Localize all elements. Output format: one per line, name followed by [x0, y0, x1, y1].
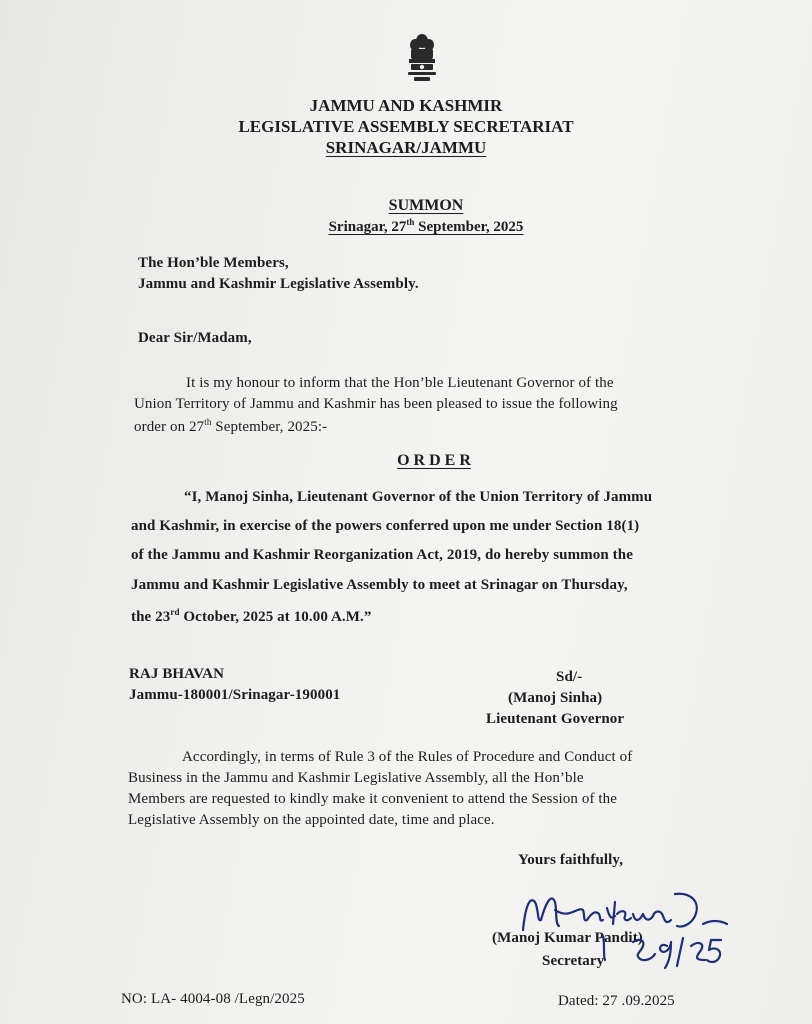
raj-bhavan-line-1: RAJ BHAVAN — [129, 666, 225, 682]
header-line-2: LEGISLATIVE ASSEMBLY SECRETARIAT — [238, 117, 574, 136]
governor-sd: Sd/- — [556, 669, 583, 685]
closing-line-2: Business in the Jammu and Kashmir Legislative Assembly, all the Hon’ble — [128, 770, 584, 786]
addressee-line-2: Jammu and Kashmir Legislative Assembly. — [138, 276, 419, 292]
secretary-designation: Secretary — [542, 953, 605, 969]
closing-line-3: Members are requested to kindly make it convenient to attend the Session of the — [128, 791, 618, 807]
header-line-3: SRINAGAR/JAMMU — [325, 138, 487, 157]
order-line-4: Jammu and Kashmir Legislative Assembly to meet at Srinagar on Thursday, — [131, 577, 628, 593]
order-line-3: of the Jammu and Kashmir Reorganization Act, 2019, do hereby summon the — [131, 547, 633, 563]
salutation: Dear Sir/Madam, — [138, 330, 252, 346]
closing-line-1: Accordingly, in terms of Rule 3 of the Rules of Procedure and Conduct of — [182, 749, 633, 765]
order-line-5: the 23rd October, 2025 at 10.00 A.M.” — [131, 607, 372, 625]
intro-line-3: order on 27th September, 2025:- — [134, 417, 328, 435]
governor-name: (Manoj Sinha) — [508, 690, 603, 706]
order-line-2: and Kashmir, in exercise of the powers conferred upon me under Section 18(1) — [131, 518, 640, 534]
national-emblem-icon — [405, 32, 439, 84]
summon-title: SUMMON — [388, 197, 464, 214]
header-line-1: JAMMU AND KASHMIR — [309, 96, 503, 115]
intro-line-1: It is my honour to inform that the Hon’ble Lieutenant Governor of the — [186, 375, 614, 391]
reference-number: NO: LA- 4004-08 /Legn/2025 — [121, 991, 305, 1007]
summon-date: Srinagar, 27th September, 2025 — [328, 217, 524, 235]
dated: Dated: 27 .09.2025 — [558, 993, 675, 1009]
handwritten-signature — [515, 880, 730, 975]
governor-title: Lieutenant Governor — [486, 711, 625, 727]
addressee-line-1: The Hon’ble Members, — [138, 255, 289, 271]
yours-faithfully: Yours faithfully, — [518, 852, 624, 868]
intro-line-2: Union Territory of Jammu and Kashmir has been pleased to issue the following — [134, 396, 618, 412]
secretary-name: (Manoj Kumar Pandit) — [492, 930, 643, 946]
order-heading: O R D E R — [397, 452, 471, 469]
raj-bhavan-line-2: Jammu-180001/Srinagar-190001 — [129, 687, 341, 703]
closing-line-4: Legislative Assembly on the appointed date, time and place. — [128, 812, 495, 828]
order-line-1: “I, Manoj Sinha, Lieutenant Governor of the Union Territory of Jammu — [184, 489, 653, 505]
